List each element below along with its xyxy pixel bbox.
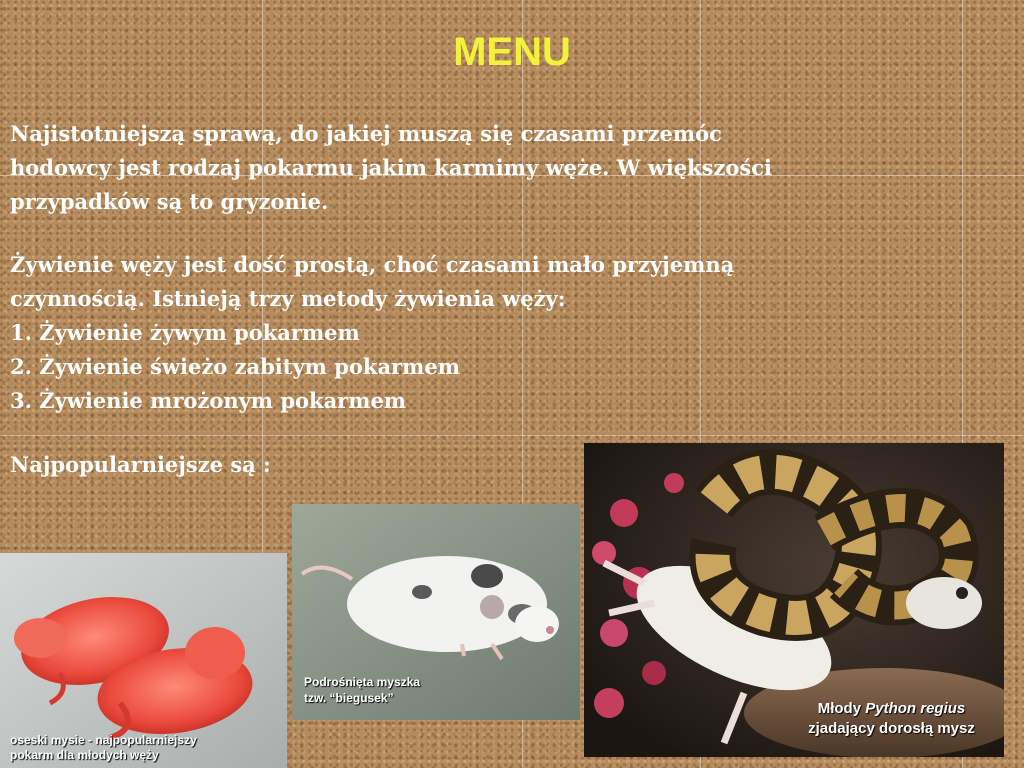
caption-line: pokarm dla młodych węży xyxy=(10,748,159,762)
grid-line xyxy=(0,435,1024,436)
young-mouse-caption xyxy=(304,674,420,706)
feeding-methods-paragraph xyxy=(10,248,1000,418)
species-name: Python regius xyxy=(865,700,966,717)
caption-line: Podrośnięta myszka xyxy=(304,675,421,689)
text-line: przypadków są to gryzonie. xyxy=(10,189,329,214)
pinkie-mice-caption xyxy=(10,733,197,763)
caption-line xyxy=(789,699,994,719)
list-item: 3. Żywienie mrożonym pokarmem xyxy=(10,388,407,413)
caption-line: oseski mysie - najpopularniejszy xyxy=(10,733,197,747)
young-mouse-photo xyxy=(292,504,580,720)
text-line: Żywienie węży jest dość prostą, choć czasami mało przyjemną xyxy=(10,252,735,277)
text-line: hodowcy jest rodzaj pokarmu jakim karmimy węże. W większości xyxy=(10,155,773,180)
caption-prefix: Młody xyxy=(817,700,866,717)
slide-title: MENU xyxy=(453,30,571,74)
text-line: Najistotniejszą sprawą, do jakiej muszą się czasami przemóc xyxy=(10,121,722,146)
pinkie-mice-photo xyxy=(0,553,287,768)
list-item: 2. Żywienie świeżo zabitym pokarmem xyxy=(10,354,460,379)
caption-line: zjadający dorosłą mysz xyxy=(808,720,975,737)
python-caption xyxy=(789,699,994,739)
text-line: Najpopularniejsze są : xyxy=(10,452,271,477)
caption-line: tzw. “biegusek” xyxy=(304,691,394,705)
intro-paragraph xyxy=(10,117,1000,219)
list-item: 1. Żywienie żywym pokarmem xyxy=(10,320,360,345)
text-line: czynnością. Istnieją trzy metody żywienia węży: xyxy=(10,286,566,311)
python-photo xyxy=(584,443,1004,757)
